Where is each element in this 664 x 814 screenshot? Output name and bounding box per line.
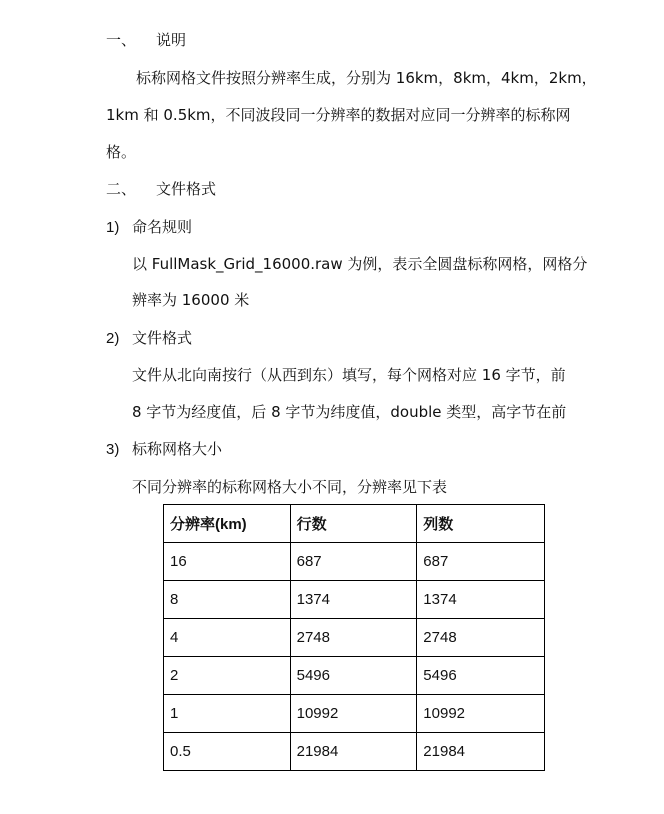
section-2-number: 二、 <box>106 180 137 198</box>
list-item-1-heading <box>106 217 192 238</box>
cell-columns: 1374 <box>417 581 545 619</box>
cell-resolution: 0.5 <box>164 733 291 771</box>
cell-columns: 2748 <box>417 619 545 657</box>
section-1-paragraph-line-3: 格。 <box>106 143 137 161</box>
header-columns: 列数 <box>417 505 545 543</box>
cell-rows: 2748 <box>290 619 417 657</box>
cell-columns: 5496 <box>417 657 545 695</box>
list-item-2-line-2: 8 字节为经度值，后 8 字节为纬度值，double 类型，高字节在前 <box>132 403 567 421</box>
table-row <box>164 695 545 733</box>
section-1-number: 一、 <box>106 31 137 49</box>
cell-rows: 21984 <box>290 733 417 771</box>
cell-rows: 5496 <box>290 657 417 695</box>
cell-resolution: 8 <box>164 581 291 619</box>
cell-rows: 687 <box>290 543 417 581</box>
list-item-2-title: 文件格式 <box>132 329 193 347</box>
table-row <box>164 733 545 771</box>
header-rows: 行数 <box>290 505 417 543</box>
cell-columns: 687 <box>417 543 545 581</box>
table-header-row <box>164 505 545 543</box>
list-item-3-line-1: 不同分辨率的标称网格大小不同，分辨率见下表 <box>132 478 448 496</box>
cell-rows: 10992 <box>290 695 417 733</box>
list-item-1-line-2: 辨率为 16000 米 <box>132 291 250 309</box>
list-item-3-number: 3) <box>106 441 120 458</box>
cell-columns: 21984 <box>417 733 545 771</box>
list-item-2-number: 2) <box>106 330 120 347</box>
section-1-title: 说明 <box>156 31 187 49</box>
table-row <box>164 581 545 619</box>
cell-rows: 1374 <box>290 581 417 619</box>
list-item-1-number: 1) <box>106 219 120 236</box>
list-item-3-title: 标称网格大小 <box>132 440 223 458</box>
cell-columns: 10992 <box>417 695 545 733</box>
section-1-heading <box>106 30 186 50</box>
section-2-title: 文件格式 <box>156 180 217 198</box>
list-item-2-line-1: 文件从北向南按行（从西到东）填写，每个网格对应 16 字节，前 <box>132 366 566 384</box>
section-1-paragraph-line-1: 标称网格文件按照分辨率生成，分别为 16km，8km，4km，2km， <box>136 69 597 87</box>
cell-resolution: 2 <box>164 657 291 695</box>
section-2-heading <box>106 179 216 199</box>
cell-resolution: 4 <box>164 619 291 657</box>
cell-resolution: 16 <box>164 543 291 581</box>
list-item-3-heading <box>106 439 222 460</box>
cell-resolution: 1 <box>164 695 291 733</box>
header-resolution: 分辨率(km) <box>164 505 291 543</box>
table-row <box>164 657 545 695</box>
section-1-paragraph-line-2: 1km 和 0.5km，不同波段同一分辨率的数据对应同一分辨率的标称网 <box>106 106 571 124</box>
resolution-table <box>163 504 545 771</box>
list-item-2-heading <box>106 328 192 349</box>
table-row <box>164 619 545 657</box>
table-row <box>164 543 545 581</box>
list-item-1-title: 命名规则 <box>132 218 193 236</box>
list-item-1-line-1: 以 FullMask_Grid_16000.raw 为例，表示全圆盘标称网格，网格分 <box>132 255 588 273</box>
